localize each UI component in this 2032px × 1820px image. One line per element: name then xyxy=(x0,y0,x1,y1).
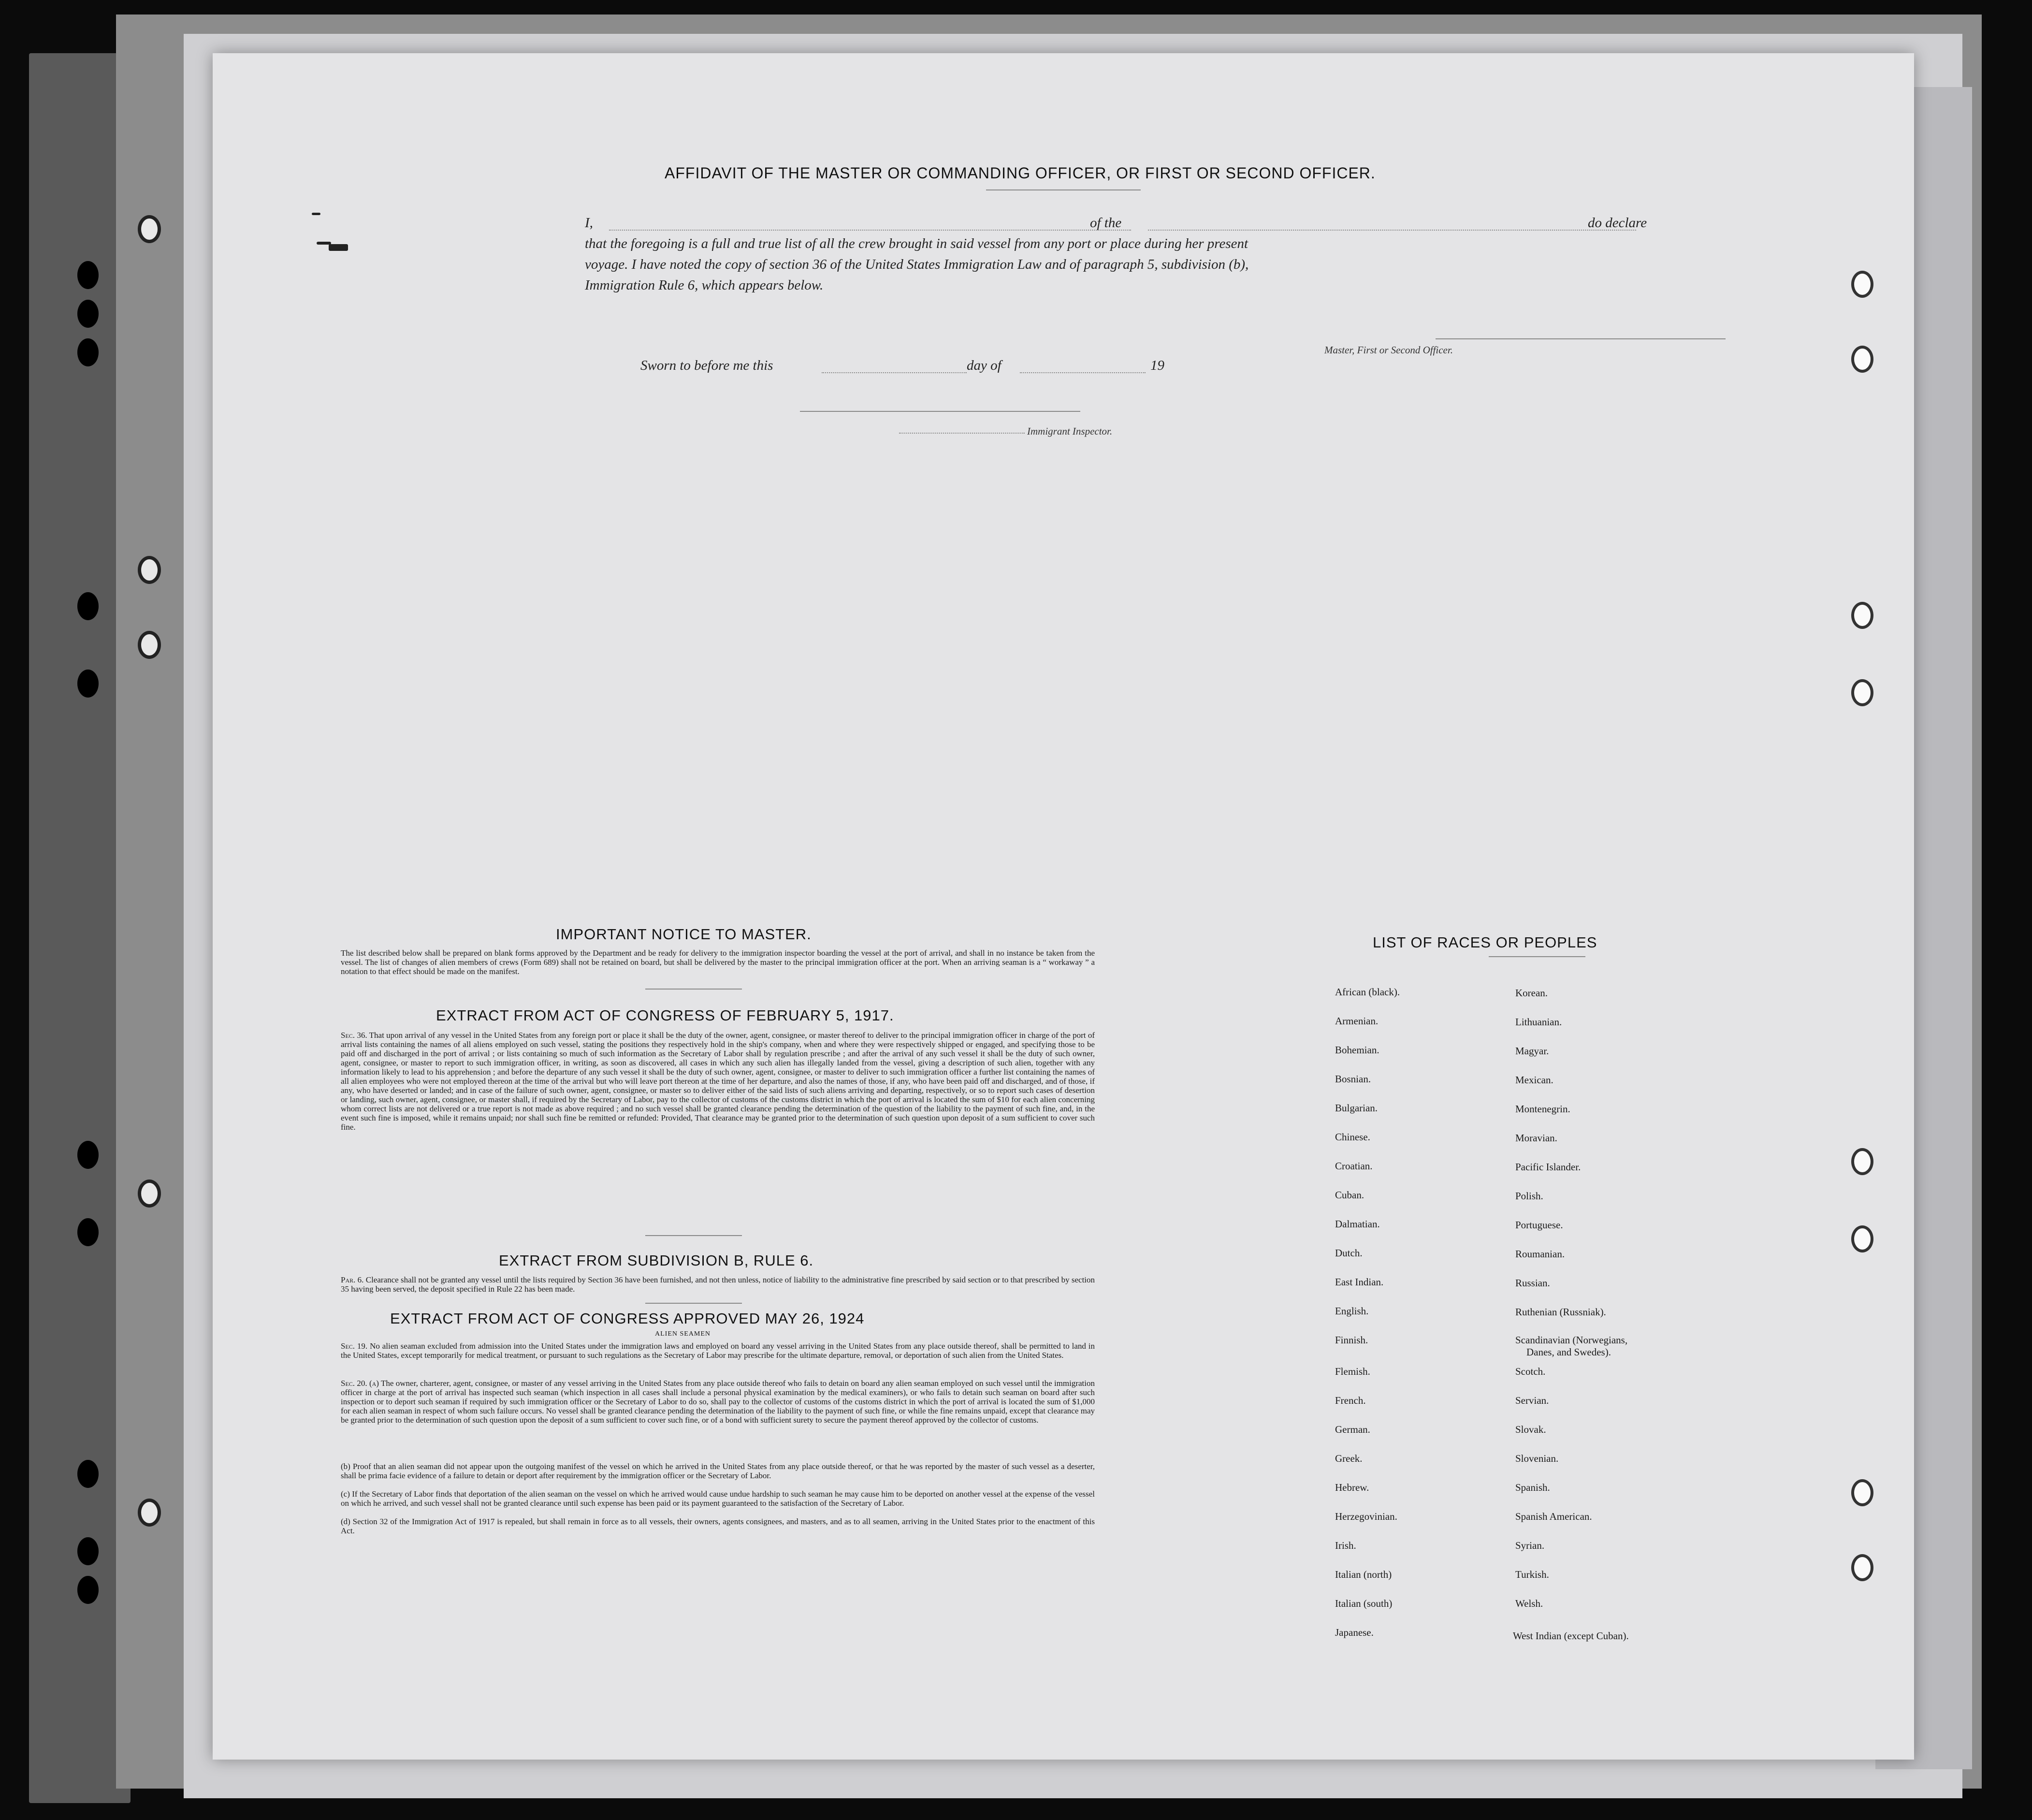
section-body: Clearance shall not be granted any vessel until the lists required by Section 36 have been furnished, and not then unless, notice of liability to the administrative fine prescribed by said section or to that prescribed by section 35 having been served, the deposit specified in Rule 22 has been made. xyxy=(341,1275,1095,1294)
extract-1924-sec20c: (c) If the Secretary of Labor finds that deportation of the alien seaman on the vessel on which he arrived would cause undue hardship to such seaman he may cause him to be deported on another vessel at the expense of the vessel on which he arrived, and such vessel shall not be granted clearance until such expense has been paid or its payment guaranteed to the satisfaction of the Secretary of Labor. xyxy=(341,1489,1095,1508)
affidavit-declare: do declare xyxy=(1588,215,1647,231)
race-item: Lithuanian. xyxy=(1515,1016,1562,1028)
binder-hole xyxy=(77,592,99,620)
binder-hole xyxy=(138,1179,161,1208)
inspector-label: Immigrant Inspector. xyxy=(1027,425,1113,437)
extract-1924-sec19 xyxy=(341,1341,1095,1360)
race-item: Russian. xyxy=(1515,1277,1550,1289)
day-blank[interactable] xyxy=(822,372,967,373)
binder-hole xyxy=(77,300,99,328)
extract-1917-text xyxy=(341,1031,1095,1132)
extract-rule6-text xyxy=(341,1275,1095,1294)
inspector-signature-line[interactable] xyxy=(800,411,1080,412)
section-lead: Sec. 20. (a) xyxy=(341,1379,379,1388)
extract-1917-title: EXTRACT FROM ACT OF CONGRESS OF FEBRUARY 5, 1917. xyxy=(436,1007,894,1024)
sworn-year: 19 xyxy=(1150,358,1164,373)
page-hole xyxy=(1851,679,1873,706)
race-item: Slovak. xyxy=(1515,1424,1546,1435)
sworn-day-of: day of xyxy=(967,358,1001,373)
extract-1924-sec20b: (b) Proof that an alien seaman did not appear upon the outgoing manifest of the vessel on which he arrived in the United States from any place outside thereof, or that he was reported by the master of such vessel as a deserter, shall be prima facie evidence of a failure to detain or deport after requirement by the immigration officer or the Secretary of Labor. xyxy=(341,1462,1095,1480)
binder-hole xyxy=(77,1537,99,1565)
affidavit-line2: that the foregoing is a full and true list of all the crew brought in said vessel from any port or place during her present xyxy=(585,236,1248,251)
race-item: African (black). xyxy=(1335,986,1400,998)
race-item: Chinese. xyxy=(1335,1131,1370,1143)
section-body: That upon arrival of any vessel in the United States from any foreign port or place it shall be the duty of the owner, agent, consignee, or master thereof to deliver to the principal immigration officer in charge of the port of arrival lists containing the names of all aliens employed on such vessel, stating the positions they respectively hold in the ship's company, when and where they were respectively shipped or engaged, and specifying those to be paid off and discharged in the port of arrival ; or lists containing so much of such information as the Secretary of Labor shall by regulation prescribe ; and after the arrival of any such vessel it shall be the duty of such owner, agent, consignee, or master to report to such immigration officer, in writing, as soon as discovered, all cases in which any such alien has illegally landed from the vessel, giving a description of such alien, together with any information likely to lead to his apprehension ; and before the departure of any such vessel it shall be the duty of such owner, agent, consignee, or master to deliver to such immigration officer a further list containing the names of all alien employees who were not employed thereon at the time of the arrival but who will leave port thereon at the time of her departure, and also the names of those, if any, who have been paid off and discharged, and of those, if any, who have deserted or landed; and in case of the failure of such owner, agent, consignee, or master so to deliver either of the said lists of such aliens arriving and departing, respectively, or so to report such cases of desertion or landing, such owner, agent, consignee, or master shall, if required by the Secretary of Labor, pay to the collector of customs of the customs district in which the port of arrival is located the sum of $10 for each alien concerning whom correct lists are not delivered or a true report is not made as above required ; and no such vessel shall be granted clearance pending the determination of the question of the liability to the payment of such fine, and, in the event such fine is imposed, while it remains unpaid; nor shall such fine be remitted or refunded: Provided, That clearance may be granted prior to the determination of such question upon deposit of a sum sufficient to cover such fine. xyxy=(341,1031,1095,1132)
section-body: The owner, charterer, agent, consignee, or master of any vessel arriving in the United States from any place outside thereof who fails to detain on board any alien seaman employed on such vessel until the immigration officer in charge at the port of arrival has inspected such seaman (which inspection in all cases shall include a personal physical examination by the medical examiners), or who fails to detain such seaman on board after such inspection or to deport such seaman if required by such immigration officer or the Secretary of Labor to do so, shall pay to the collector of customs of the customs district in which the port of arrival is located the sum of $1,000 for each alien seaman in respect of whom such failure occurs. No vessel shall be granted clearance pending the determination of the liability to the payment of such fine, or while the fine remains unpaid, except that clearance may be granted prior to the determination of such question upon the deposit of a sum sufficient to cover such fine, or of a bond with sufficient surety to secure the payment thereof approved by the collector of customs. xyxy=(341,1379,1095,1425)
binder-hole xyxy=(77,1460,99,1488)
race-item: West Indian (except Cuban). xyxy=(1513,1630,1629,1642)
race-item: Syrian. xyxy=(1515,1540,1545,1551)
page-hole xyxy=(1851,1479,1873,1506)
race-item: Moravian. xyxy=(1515,1132,1557,1144)
page-hole xyxy=(1851,346,1873,373)
inspector-blank[interactable] xyxy=(899,433,1025,434)
binder-hole xyxy=(138,215,161,243)
race-item: Slovenian. xyxy=(1515,1453,1559,1464)
race-item: Italian (south) xyxy=(1335,1598,1393,1609)
race-item: Flemish. xyxy=(1335,1366,1370,1377)
section-lead: Par. 6. xyxy=(341,1275,364,1284)
page-hole xyxy=(1851,1554,1873,1581)
notice-text: The list described below shall be prepared on blank forms approved by the Department and be ready for delivery to the immigration inspector boarding the vessel at the port of arrival, and shall in no instance be taken from the vessel. The list of changes of alien members of crews (Form 689) shall not be retained on board, but shall be delivered by the master to the principal immigration officer at the port. When an arriving seaman is a “ workaway ” a notation to that effect should be made on the manifest. xyxy=(341,948,1095,976)
binder-hole xyxy=(77,1576,99,1604)
race-item: Dutch. xyxy=(1335,1247,1363,1259)
extract-1924-subtitle: ALIEN SEAMEN xyxy=(655,1330,711,1338)
race-item: Croatian. xyxy=(1335,1160,1373,1172)
form-page xyxy=(213,53,1914,1760)
affidavit-i: I, xyxy=(585,215,593,231)
master-label: Master, First or Second Officer. xyxy=(1324,344,1453,356)
affidavit-of-the: of the xyxy=(1090,215,1122,231)
affidavit-line3: voyage. I have noted the copy of section 36 of the United States Immigration Law and of paragraph 5, subdivision (b), xyxy=(585,257,1249,272)
race-item: Scandinavian (Norwegians, xyxy=(1515,1334,1628,1346)
race-item: Greek. xyxy=(1335,1453,1363,1464)
race-item: Japanese. xyxy=(1335,1627,1374,1638)
divider xyxy=(645,1303,742,1304)
race-item: Herzegovinian. xyxy=(1335,1511,1397,1522)
race-item: Magyar. xyxy=(1515,1045,1549,1057)
race-item: German. xyxy=(1335,1424,1370,1435)
page-hole xyxy=(1851,1148,1873,1175)
notice-title: IMPORTANT NOTICE TO MASTER. xyxy=(556,926,812,943)
divider xyxy=(1489,956,1585,957)
race-item: Scotch. xyxy=(1515,1366,1546,1377)
race-item: Spanish American. xyxy=(1515,1511,1592,1522)
race-item: Bohemian. xyxy=(1335,1044,1379,1056)
divider xyxy=(986,189,1141,190)
race-item: Irish. xyxy=(1335,1540,1356,1551)
section-body: No alien seaman excluded from admission into the United States under the immigration laws and employed on board any vessel arriving in the United States from any place outside thereof, shall be permitted to land in the United States, except temporarily for medical treatment, or pursuant to such regulations as the Secretary of Labor may prescribe for the ultimate departure, removal, or deportation of such alien from the United States. xyxy=(341,1341,1095,1360)
race-item: Montenegrin. xyxy=(1515,1103,1570,1115)
ink-mark xyxy=(329,244,348,251)
page-hole xyxy=(1851,602,1873,629)
race-item: Armenian. xyxy=(1335,1015,1379,1027)
page-hole xyxy=(1851,271,1873,298)
race-item: Danes, and Swedes). xyxy=(1526,1346,1611,1358)
affidavit-line4: Immigration Rule 6, which appears below. xyxy=(585,277,824,293)
binder-hole xyxy=(77,670,99,698)
race-item: Italian (north) xyxy=(1335,1569,1392,1580)
binder-hole xyxy=(77,338,99,366)
divider xyxy=(645,989,742,990)
race-item: Spanish. xyxy=(1515,1482,1550,1493)
extract-1924-sec20a xyxy=(341,1379,1095,1425)
race-item: Turkish. xyxy=(1515,1569,1549,1580)
race-item: Dalmatian. xyxy=(1335,1218,1380,1230)
sworn-text: Sworn to before me this xyxy=(640,358,773,373)
vessel-blank[interactable] xyxy=(1148,230,1636,231)
binder-hole xyxy=(77,1218,99,1246)
binder-hole xyxy=(138,1499,161,1527)
affidavit-title: AFFIDAVIT OF THE MASTER OR COMMANDING OFFICER, OR FIRST OR SECOND OFFICER. xyxy=(665,164,1376,182)
page-hole xyxy=(1851,1225,1873,1252)
month-blank[interactable] xyxy=(1020,372,1146,373)
binder-hole xyxy=(138,556,161,584)
binder-hole xyxy=(138,631,161,659)
race-item: French. xyxy=(1335,1395,1366,1406)
race-item: Pacific Islander. xyxy=(1515,1161,1581,1173)
race-item: English. xyxy=(1335,1305,1369,1317)
section-lead: Sec. 19. xyxy=(341,1341,368,1351)
name-blank[interactable] xyxy=(609,230,1131,231)
race-item: Roumanian. xyxy=(1515,1248,1565,1260)
race-item: Bosnian. xyxy=(1335,1073,1371,1085)
master-signature-line[interactable] xyxy=(1436,338,1726,339)
race-item: Mexican. xyxy=(1515,1074,1553,1086)
race-item: Portuguese. xyxy=(1515,1219,1563,1231)
race-item: Ruthenian (Russniak). xyxy=(1515,1306,1606,1318)
race-item: Finnish. xyxy=(1335,1334,1368,1346)
race-item: Korean. xyxy=(1515,987,1548,999)
race-item: Hebrew. xyxy=(1335,1482,1369,1493)
race-item: East Indian. xyxy=(1335,1276,1384,1288)
race-item: Servian. xyxy=(1515,1395,1549,1406)
races-title: LIST OF RACES OR PEOPLES xyxy=(1373,934,1597,951)
race-item: Welsh. xyxy=(1515,1598,1543,1609)
extract-1924-sec20d: (d) Section 32 of the Immigration Act of 1917 is repealed, but shall remain in force as to all vessels, their owners, agents consignees, and masters, and as to all seamen, arriving in the United States prior to the enactment of this Act. xyxy=(341,1517,1095,1535)
binder-hole xyxy=(77,261,99,289)
divider xyxy=(645,1235,742,1236)
race-item: Polish. xyxy=(1515,1190,1543,1202)
ink-mark xyxy=(312,213,320,215)
race-item: Cuban. xyxy=(1335,1189,1364,1201)
race-item: Bulgarian. xyxy=(1335,1102,1378,1114)
section-lead: Sec. 36. xyxy=(341,1031,367,1040)
binder-hole xyxy=(77,1141,99,1169)
extract-1924-title: EXTRACT FROM ACT OF CONGRESS APPROVED MAY 26, 1924 xyxy=(390,1310,865,1327)
extract-rule6-title: EXTRACT FROM SUBDIVISION B, RULE 6. xyxy=(499,1252,814,1269)
